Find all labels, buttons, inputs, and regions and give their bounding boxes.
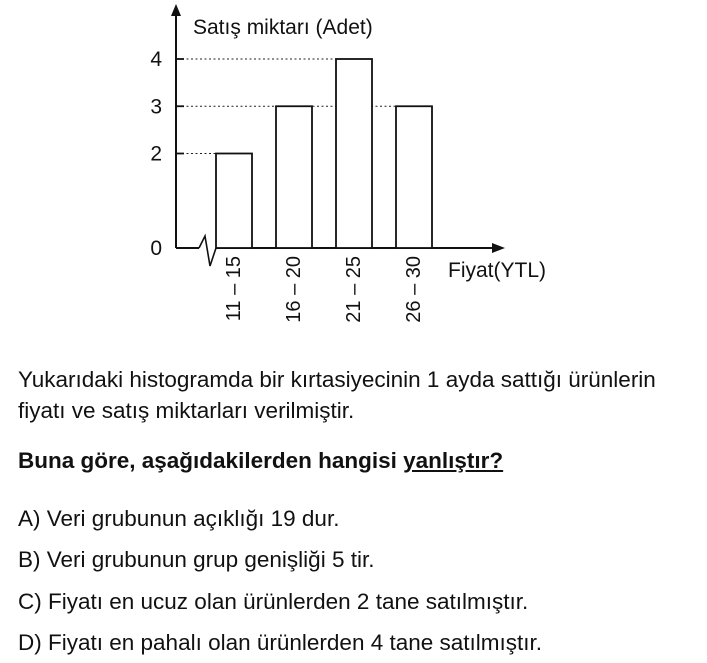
y-axis-label: Satış miktarı (Adet) <box>193 16 373 39</box>
option-d[interactable]: D) Fiyatı en pahalı olan ürünlerden 4 tane satılmıştır. <box>18 630 543 655</box>
y-axis-arrow <box>171 4 181 16</box>
y-tick-label-2: 2 <box>150 142 162 166</box>
question-prompt <box>18 448 503 474</box>
bar-1 <box>216 154 252 249</box>
y-ticks <box>150 48 184 260</box>
option-b[interactable]: B) Veri grubunun grup genişliği 5 tir. <box>18 547 375 572</box>
prompt-text: Buna göre, aşağıdakilerden hangisi <box>18 448 404 473</box>
x-tick-label-1: 11 – 15 <box>223 256 245 322</box>
y-tick-label-4: 4 <box>150 48 162 71</box>
option-a[interactable]: A) Veri grubunun açıklığı 19 dur. <box>18 506 340 531</box>
x-axis-label: Fiyat(YTL) <box>448 259 547 282</box>
bar-2 <box>276 106 312 248</box>
x-tick-label-3: 21 – 25 <box>343 256 365 323</box>
question-text: Yukarıdaki histogramda bir kırtasiyecinin 1 ayda sattığı ürünlerin fiyatı ve satış miktarları verilmiştir. <box>18 367 656 423</box>
bars <box>216 59 432 248</box>
option-c[interactable]: C) Fiyatı en ucuz olan ürünlerden 2 tane satılmıştır. <box>18 589 529 614</box>
bar-3 <box>336 59 372 248</box>
x-axis-arrow <box>492 243 505 253</box>
x-tick-label-4: 26 – 30 <box>403 256 425 323</box>
x-tick-label-2: 16 – 20 <box>283 256 305 323</box>
y-tick-label-3: 3 <box>150 95 162 119</box>
axis-break-icon <box>199 236 216 266</box>
bar-4 <box>396 106 432 248</box>
prompt-underlined: yanlıştır? <box>403 448 504 473</box>
y-tick-label-0: 0 <box>150 237 162 260</box>
x-ticks <box>223 256 425 323</box>
